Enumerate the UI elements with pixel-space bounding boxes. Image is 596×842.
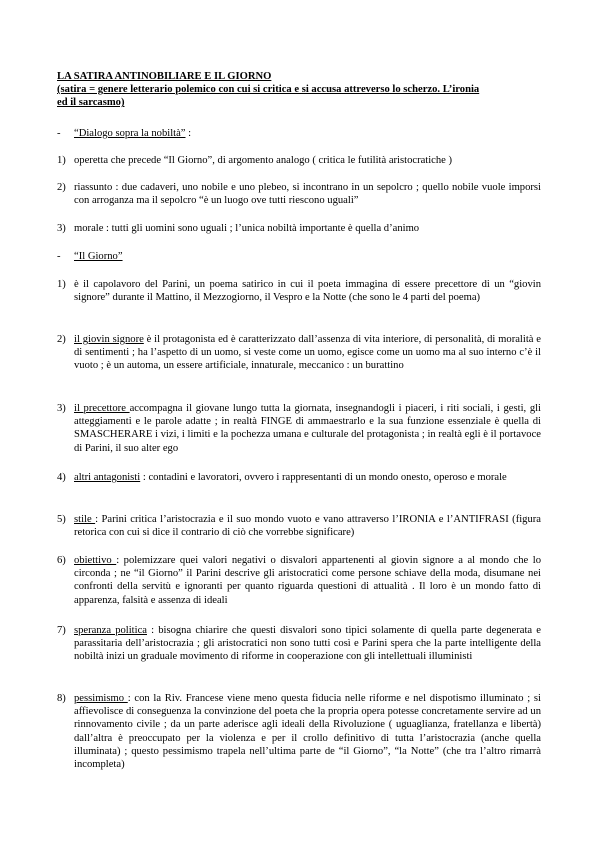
item-text: morale : tutti gli uomini sono uguali ; l’unica nobiltà importante è quella d’animo bbox=[74, 223, 420, 234]
section-title: “Dialogo sopra la nobiltà” bbox=[74, 128, 186, 139]
item-text: riassunto : due cadaveri, uno nobile e uno plebeo, si incontrano in un sepolcro ; quello nobile vuole imporsi con arroganza ma il sepolcro “è un luogo ove tutti riescono uguali” bbox=[74, 182, 541, 207]
list-item bbox=[57, 471, 541, 484]
page-subtitle-line-2: ed il sarcasmo) bbox=[57, 97, 125, 109]
item-number: 4) bbox=[57, 472, 66, 483]
item-number: 2) bbox=[57, 182, 66, 193]
document-heading bbox=[57, 70, 541, 110]
item-text: : contadini e lavoratori, ovvero i rappresentanti di un mondo onesto, operoso e morale bbox=[140, 472, 507, 483]
list-item bbox=[57, 154, 541, 167]
item-text: : polemizzare quei valori negativi o disvalori appartenenti al giovin signore a al mondo che lo circonda ; ne “il Giorno” il Parini descrive gli aristocratici come persone schiave della moda, disumane nei confronti della servitù e ignoranti per quanto riguarda questioni di attualità . Il loro è un mondo fatto di apparenza, falsità e assenza di ideali bbox=[74, 555, 541, 606]
page-subtitle-line-1: (satira = genere letterario polemico con cui si critica e si accusa attreverso lo scherzo. L’ironia bbox=[57, 84, 480, 96]
item-label: speranza politica bbox=[74, 625, 147, 636]
item-number: 3) bbox=[57, 403, 66, 414]
list-item bbox=[57, 624, 541, 664]
list-item bbox=[57, 554, 541, 607]
list-item bbox=[57, 513, 541, 539]
list-item bbox=[57, 278, 541, 304]
item-number: 1) bbox=[57, 279, 66, 290]
item-label: il precettore bbox=[74, 403, 130, 414]
item-text: è il protagonista ed è caratterizzato dall’assenza di vita interiore, di personalità, di moralità e di sentimenti ; ha l’aspetto di un uomo, si veste come un uomo, egisce come un uomo ma al suo interno c’è il vuoto ; è un automa, un essere artificiale, innaturale, meccanico : un burattino bbox=[74, 334, 541, 372]
bullet-marker: - bbox=[57, 251, 61, 262]
item-label: pessimismo bbox=[74, 693, 128, 704]
item-number: 1) bbox=[57, 155, 66, 166]
list-item bbox=[57, 181, 541, 207]
item-text: : con la Riv. Francese viene meno questa fiducia nelle riforme e nel dispotismo illuminato ; si affievolisce di conseguenza la convinzione del poeta che la propria opera potesse concretamente servire ad un rinnovamento civile ; da un parte aderisce agli ideali della Rivoluzione ( uguaglianza, fratellanza e libertà) dall’altra è preoccupato per la violenza e per il crollo definitivo di tutta l’aristocrazia (anche quella illuminata) ; questo pessimismo trapela nell’ultima parte de “il Giorno”, “la Notte” (che tra l’altro rimarrà incompleta) bbox=[74, 693, 541, 771]
item-number: 8) bbox=[57, 693, 66, 704]
item-text: : bisogna chiarire che questi disvalori sono tipici solamente di quella parte degenerata e parassitaria dell’aristocrazia ; gli aristocratici non sono tutti così e Parini spera che la parte intelligente della nobiltà inizi un graduale movimento di riforme in cooperazione con gli intellettuali illuministi bbox=[74, 625, 541, 663]
item-number: 2) bbox=[57, 334, 66, 345]
item-number: 6) bbox=[57, 555, 66, 566]
bullet-marker: - bbox=[57, 128, 61, 139]
item-label: obiettivo bbox=[74, 555, 117, 566]
page-title: LA SATIRA ANTINOBILIARE E IL GIORNO bbox=[57, 71, 272, 82]
list-item bbox=[57, 692, 541, 771]
list-item bbox=[57, 333, 541, 373]
section-title-suffix: : bbox=[185, 128, 192, 139]
section-dialogo-heading bbox=[57, 127, 541, 140]
item-number: 3) bbox=[57, 223, 66, 234]
list-item bbox=[57, 402, 541, 455]
item-label: il giovin signore bbox=[74, 334, 144, 345]
item-text: accompagna il giovane lungo tutta la giornata, insegnandogli i piaceri, i riti sociali, i gesti, gli atteggiamenti e le parole adatte ; in realtà FINGE di ammaestrarlo e la sua funzione essenziale è quella di SMASCHERARE i vizi, i limiti e la pochezza umana e culturale del protagonista ; in realtà egli è il portavoce di Parini, il suo alter ego bbox=[74, 403, 542, 454]
item-text: è il capolavoro del Parini, un poema satirico in cui il poeta immagina di essere precettore di un “giovin signore” durante il Mattino, il Mezzogiorno, il Vespro e la Notte (che sono le 4 parti del poema) bbox=[74, 279, 541, 304]
section-title: “Il Giorno” bbox=[74, 251, 123, 262]
item-text: operetta che precede “Il Giorno”, di argomento analogo ( critica le futilità aristocratiche ) bbox=[74, 155, 453, 166]
item-number: 7) bbox=[57, 625, 66, 636]
item-label: stile bbox=[74, 514, 96, 525]
item-label: altri antagonisti bbox=[74, 472, 141, 483]
item-text: : Parini critica l’aristocrazia e il suo mondo vuoto e vano attraverso l’IRONIA e l’ANTIFRASI (figura retorica con cui si dice il contrario di ciò che vorrebbe significare) bbox=[74, 514, 541, 539]
item-number: 5) bbox=[57, 514, 66, 525]
list-item bbox=[57, 222, 541, 235]
section-giorno-heading bbox=[57, 250, 541, 263]
